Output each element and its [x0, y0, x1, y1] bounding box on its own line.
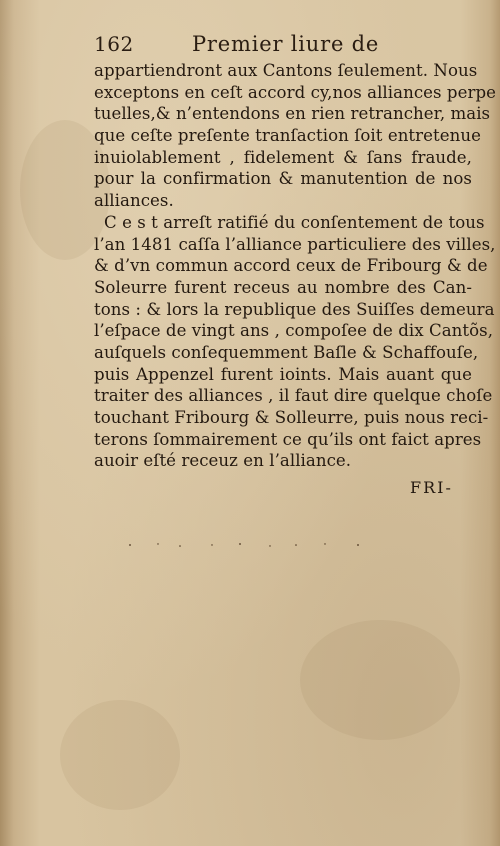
- paper-stain: [60, 700, 180, 810]
- text-line: l’eſpace de vingt ans , compoſee de dix Cantõs,: [94, 321, 494, 341]
- text-line: pour la confirmation & manutention de nos: [94, 169, 472, 189]
- text-line: C e s t arreſt ratifié du conſentement de tous: [104, 212, 485, 232]
- text-line: exceptons en ceſt accord cy,nos alliances perpe: [94, 82, 497, 102]
- text-line: que ceſte preſente tranſaction ſoit entretenue: [94, 126, 481, 146]
- text-line: tons : & lors la republique des Suiſſes demeura: [94, 299, 495, 319]
- text-line: alliances.: [94, 191, 174, 211]
- text-line: tuelles,& n’entendons en rien retrancher, mais: [94, 104, 491, 124]
- text-line: & d’vn commun accord ceux de Fribourg & de: [94, 256, 488, 276]
- text-line: appartiendront aux Cantons ſeulement. Nous: [94, 61, 478, 80]
- page-header: [94, 32, 474, 62]
- text-line: inuiolablement , fidelement & ſans fraude,: [94, 147, 472, 167]
- text-line: puis Appenzel furent ioints. Mais auant que: [94, 364, 472, 384]
- ink-specks: [120, 542, 380, 548]
- paper-stain: [300, 620, 460, 740]
- text-line: touchant Fribourg & Solleurre, puis nous reci-: [94, 408, 489, 427]
- body-text: [94, 60, 497, 472]
- text-line: terons ſommairement ce qu’ils ont faict apres: [94, 429, 482, 449]
- text-line: auſquels conſequemment Baſle & Schaffouſe,: [94, 342, 479, 362]
- text-line: traiter des alliances , il faut dire quelque choſe: [94, 386, 493, 406]
- running-title: Premier liure de: [192, 32, 380, 56]
- text-line: l’an 1481 caſſa l’alliance particuliere des villes,: [94, 234, 496, 254]
- text-line: Soleurre furent receus au nombre des Can-: [94, 277, 472, 297]
- page-number: 162: [94, 32, 134, 56]
- catchword: FRI-: [410, 478, 453, 497]
- text-line: auoir eſté receuz en l’alliance.: [94, 451, 352, 471]
